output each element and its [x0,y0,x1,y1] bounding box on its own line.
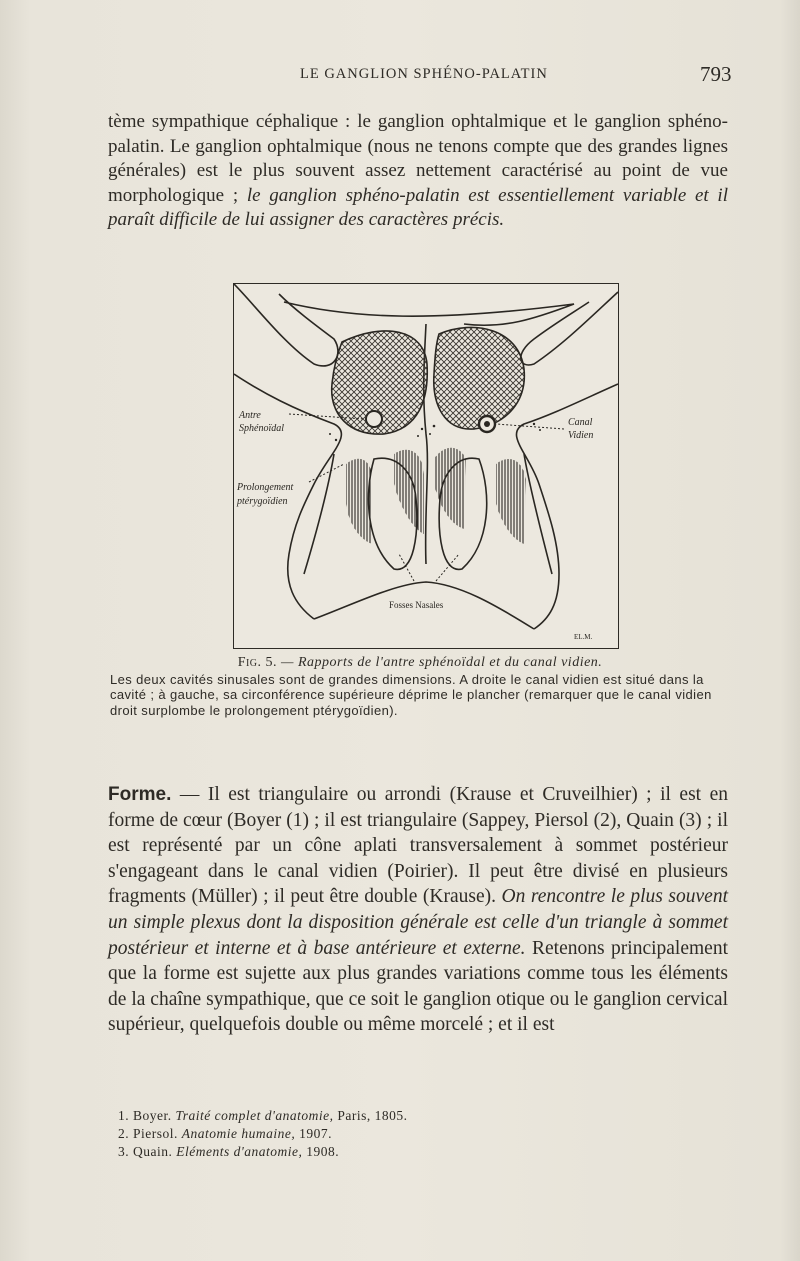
label-sphenoidal: Sphénoïdal [239,423,284,434]
label-antre: Antre [239,410,261,421]
footnote-number: 3. [118,1144,130,1159]
footnote-author: Quain. [133,1144,173,1159]
artist-signature: EL.M. [574,633,593,641]
forme-heading: Forme. [108,784,172,805]
footnote-author: Piersol. [133,1126,178,1141]
label-canal: Canal [568,417,593,428]
footnote-author: Boyer. [133,1108,172,1123]
footnote-number: 1. [118,1108,130,1123]
running-head [0,64,800,88]
label-vidien: Vidien [568,430,594,441]
caption-figure-number: Fig. 5. [237,655,278,670]
forme-paragraph [108,782,728,1038]
footnote-item [118,1107,718,1125]
intro-text: tème sympathique céphalique : le ganglion ophtalmique et le ganglion sphéno-palatin. Le ganglion ophtalmique (nous ne tenons compte que des grandes lignes générales) est le plus souvent assez nettement caractérisé au point de vue morphologique ; [108,111,728,206]
caption-text: Les deux cavités sinusales sont de grandes dimensions. A droite le canal vidien est situé dans la cavité ; à gauche, sa circonférence supérieure déprime le plancher (remarquer que le canal vidien droit surplombe le prolongement ptérygoïdien). [110,672,712,718]
page-number: 793 [700,62,732,86]
footnote-details: 1907. [299,1126,332,1141]
footnote-title: Anatomie humaine, [181,1126,296,1141]
caption-title [110,655,730,670]
footnote-item [118,1143,718,1161]
footnote-item [118,1125,718,1143]
running-title: LE GANGLION SPHÉNO-PALATIN [300,66,548,82]
figure-caption [110,655,730,718]
label-pterygoidien: ptérygoïdien [237,496,288,507]
intro-italic-text: le ganglion sphéno-palatin est essentiellement variable et il paraît difficile de lui assigner des caractères précis. [108,184,728,231]
footnote-details: 1908. [306,1144,340,1159]
figure-drawing [234,284,618,648]
forme-text: — Il est triangulaire ou arrondi (Krause et Cruveilhier) ; il est en forme de cœur (Boyer (1) ; il est triangulaire (Sappey, Piersol (2), Quain (3) ; il est représenté par un cône aplati transversalement à sommet postérieur s'engageant dans le canal vidien (Poirier). Il peut être divisé en plusieurs fragments (Müller) ; il peut être double (Krause). [108,784,728,908]
label-prolongement: Prolongement [237,482,294,493]
forme-text-continued: Retenons principalement que la forme est sujette aux plus grandes variations comme tous les éléments de la chaîne sympathique, que ce soit le ganglion otique ou le ganglion cervical supérieur, quelquefois double ou même morcelé ; et il est [108,937,728,1036]
forme-italic-text: On rencontre le plus souvent un simple plexus dont la disposition générale est celle d'un triangle à sommet postérieur et interne et à base antérieure et externe. [108,886,728,959]
footnote-number: 2. [118,1126,130,1141]
anatomical-figure [233,283,619,649]
label-fosses-nasales: Fosses Nasales [389,600,444,610]
footnote-title: Traité complet d'anatomie, [175,1108,334,1123]
footnote-details: Paris, 1805. [337,1108,408,1123]
footnotes [118,1107,718,1161]
caption-heading: — Rapports de l'antre sphénoïdal et du canal vidien. [277,655,603,670]
footnote-title: Eléments d'anatomie, [176,1144,303,1159]
intro-paragraph [108,110,728,233]
